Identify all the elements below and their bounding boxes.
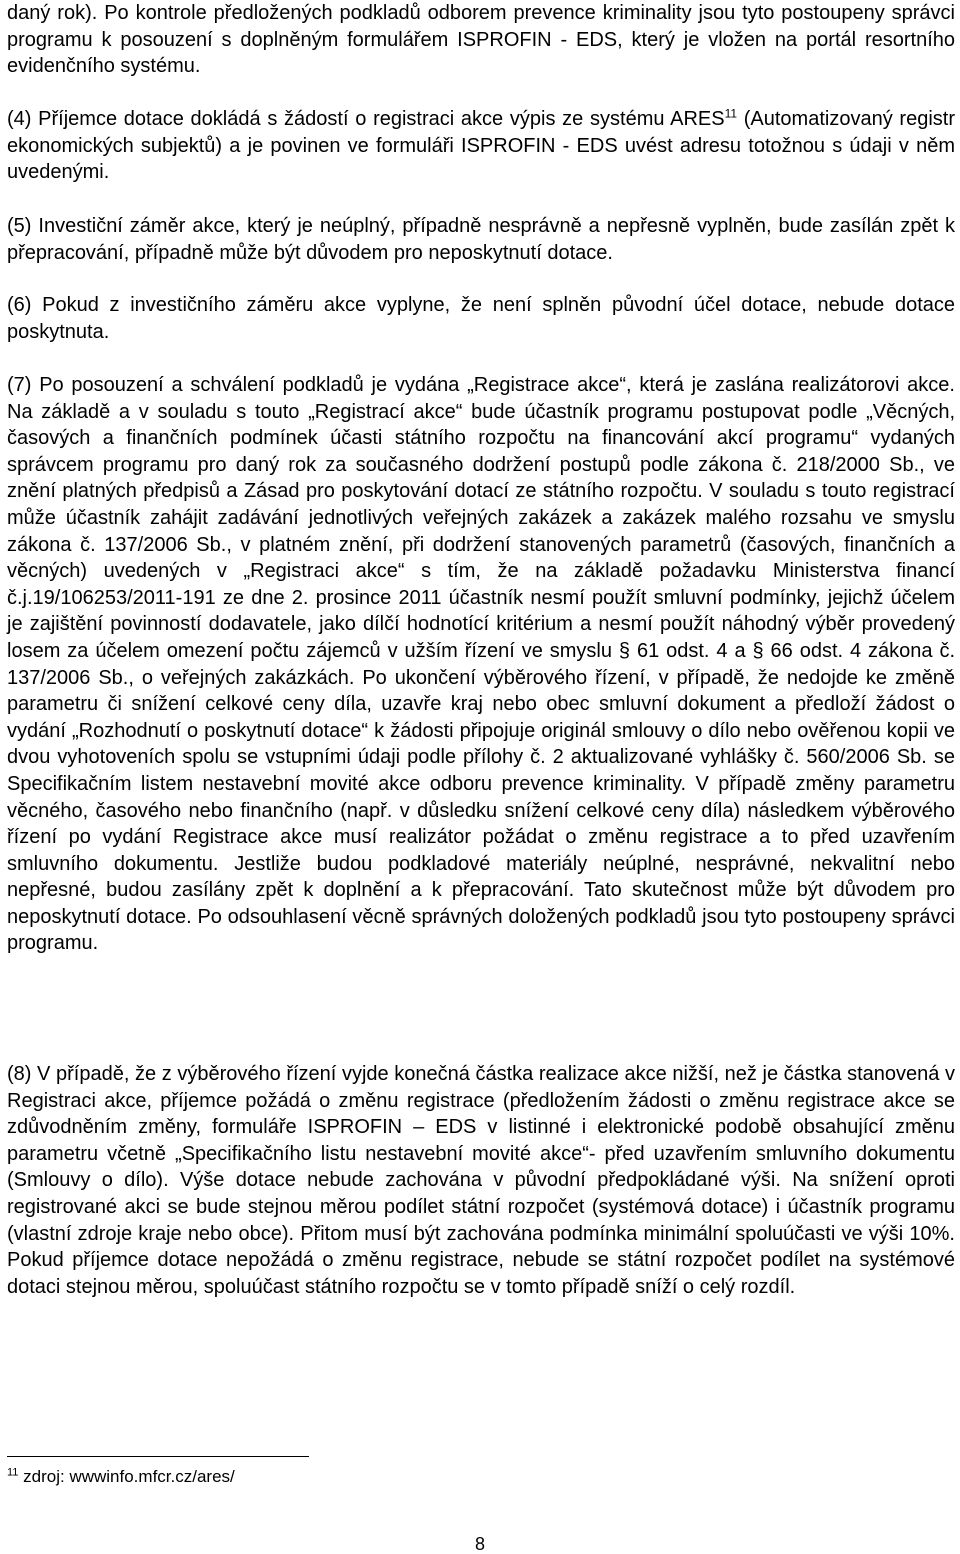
paragraph-7: (7) Po posouzení a schválení podkladů je vydána „Registrace akce“, která je zaslána realizátorovi akce. Na základě a v souladu s touto „Registrací akce“ bude účastník programu postupovat podle „Věcných, časových a finančních podmínek účasti státního rozpočtu na financování akcí programu“ vydaných správcem programu pro daný rok za současného dodržení postupů podle zákona č. 218/2000 Sb., ve znění platných předpisů a Zásad pro poskytování dotací ze státního rozpočtu. V souladu s touto registrací může účastník zahájit zadávání jednotlivých veřejných zakázek a zakázek malého rozsahu ve smyslu zákona č. 137/2006 Sb., v platném znění, při dodržení stanovených parametrů (časových, finančních a věcných) uvedených v „Registraci akce“ s tím, že na základě požadavku Ministerstva financí č.j.19/106253/2011-191 ze dne 2. prosince 2011 účastník nesmí použít smluvní podmínky, jejichž účelem je zajištění povinností dodavatele, jako dílčí hodnotící kritérium a nesmí použít náhodný výběr provedený losem za účelem omezení počtu zájemců v užším řízení ve smyslu § 61 odst. 4 a § 66 odst. 4 zákona č. 137/2006 Sb., o veřejných zakázkách. Po ukončení výběrového řízení, v případě, že nedojde ke změně parametru či snížení celkové ceny díla, uzavře kraj nebo obec smluvní dokument a předloží žádost o vydání „Rozhodnutí o poskytnutí dotace“ k žádosti připojuje originál smlouvy o dílo nebo ověřenou kopii ve dvou vyhotoveních spolu se vstupními údaji podle přílohy č. 2 aktualizované vyhlášky č. 560/2006 Sb. se Specifikačním listem nestavební movité akce odboru prevence kriminality. V případě změny parametru věcného, časového nebo finančního (např. v důsledku snížení celkové ceny díla) následkem výběrového řízení po vydání Registrace akce musí realizátor požádat o změnu registrace a to před uzavřením smluvního dokumentu. Jestliže budou podkladové materiály neúplné, nesprávné, nekvalitní nebo nepřesné, budou zasílány zpět k doplnění a k přepracování. Tato skutečnost může být důvodem pro neposkytnutí dotace. Po odsouhlasení věcně správných doložených podkladů jsou tyto postoupeny správci programu. [7, 374, 955, 955]
footnote-separator [7, 1456, 309, 1457]
paragraph-4 [7, 106, 955, 186]
paragraph-continuation: daný rok). Po kontrole předložených podkladů odborem prevence kriminality jsou tyto postoupeny správci programu k posouzení s doplněným formulářem ISPROFIN - EDS, který je vložen na portál resortního evidenčního systému. [7, 2, 955, 78]
paragraph-5: (5) Investiční záměr akce, který je neúplný, případně nesprávně a nepřesně vyplněn, bude zasílán zpět k přepracování, případně může být důvodem pro neposkytnutí dotace. [7, 215, 955, 264]
footnote-reference[interactable]: 11 [724, 106, 738, 121]
page-number: 8 [474, 1534, 485, 1554]
paragraph-6: (6) Pokud z investičního záměru akce vyplyne, že není splněn původní účel dotace, nebude dotace poskytnuta. [7, 294, 955, 343]
paragraph-4-text: (4) Příjemce dotace dokládá s žádostí o registraci akce výpis ze systému ARES [7, 108, 725, 130]
paragraph-4-text-continued: (Automatizovaný registr ekonomických subjektů) a je povinen ve formuláři ISPROFIN - EDS uvést adresu totožnou s údaji v něm uvedenými. [7, 108, 955, 184]
footnote [7, 1466, 235, 1488]
footnote-number: 11 [7, 1466, 19, 1479]
paragraph-8: (8) V případě, že z výběrového řízení vyjde konečná částka realizace akce nižší, než je částka stanovená v Registraci akce, příjemce požádá o změnu registrace (předložením žádosti o změnu registrace akce se zdůvodněním změny, formuláře ISPROFIN – EDS v listinné i elektronické podobě obsahující změnu parametru včetně „Specifikačního listu nestavební movité akce“- před uzavřením smluvního dokumentu (Smlouvy o dílo). Výše dotace nebude zachována v původní předpokládané výši. Na snížení oproti registrované akci se bude stejnou měrou podílet státní rozpočet (systémová dotace) i účastník programu (vlastní zdroje kraje nebo obce). Přitom musí být zachována podmínka minimální spoluúčasti ve výši 10%. Pokud příjemce dotace nepožádá o změnu registrace, nebude se státní rozpočet podílet na systémové dotaci stejnou měrou, spoluúčast státního rozpočtu se v tomto případě sníží o celý rozdíl. [7, 1063, 955, 1298]
footnote-text: zdroj: wwwinfo.mfcr.cz/ares/ [18, 1467, 235, 1486]
